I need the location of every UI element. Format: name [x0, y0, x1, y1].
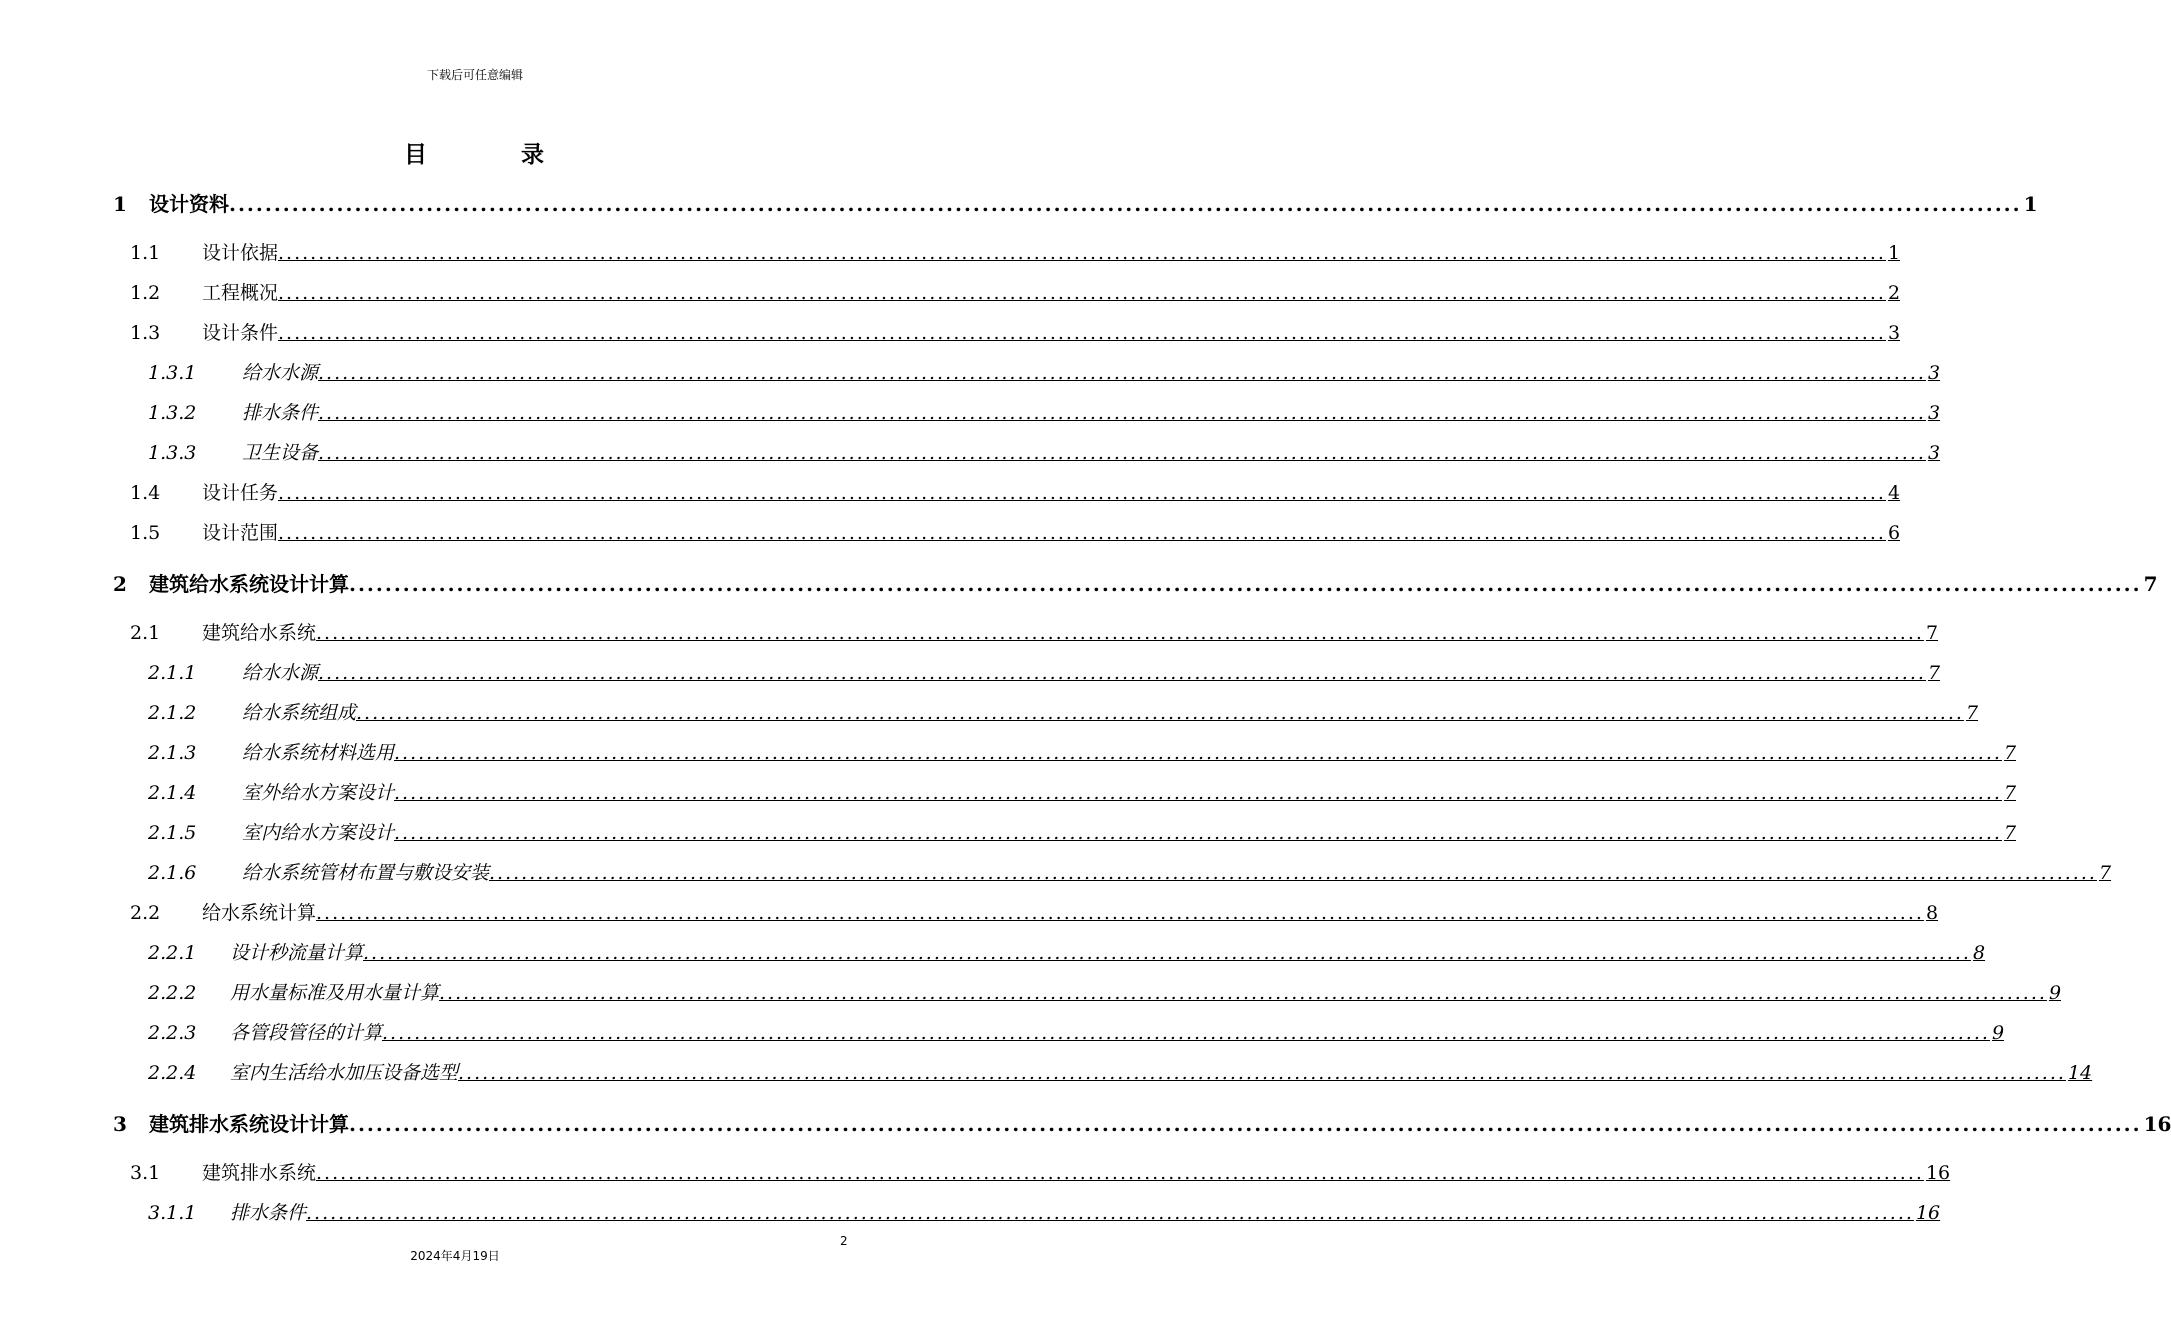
- toc-entry-number: 2: [113, 572, 127, 596]
- toc-entry-number: 1.5: [130, 522, 161, 544]
- toc-entry-label: [148, 658, 318, 685]
- toc-entry-number: 2.1.6: [148, 862, 197, 884]
- toc-entry-number: 2.2: [130, 902, 161, 924]
- toc-entry-1-1[interactable]: [130, 238, 1901, 265]
- toc-entry-text: 给水水源: [242, 662, 319, 684]
- toc-entry-text: 用水量标准及用水量计算: [230, 982, 440, 1004]
- toc-entry-text: 设计资料: [149, 192, 229, 216]
- toc-entry-3-1[interactable]: [130, 1158, 1951, 1185]
- toc-entry-number: 1.3.1: [148, 362, 197, 384]
- toc-entry-page: 4: [1887, 482, 1901, 504]
- toc-entry-number: 1: [113, 192, 127, 216]
- toc-entry-number: 3.1.1: [148, 1202, 197, 1224]
- toc-entry-2-2[interactable]: [130, 898, 1939, 925]
- toc-entry-page: 7: [2003, 782, 2017, 804]
- toc-entry-page: 7: [1965, 702, 1979, 724]
- toc-entry-label: [113, 568, 349, 597]
- toc-entry-label: [148, 978, 439, 1005]
- toc-entry-text: 建筑给水系统设计计算: [149, 572, 349, 596]
- toc-entry-page: 7: [1927, 662, 1941, 684]
- toc-entry-text: 设计任务: [202, 482, 279, 504]
- toc-entry-page: 16: [1915, 1202, 1941, 1224]
- toc-entry-2-2-4[interactable]: [148, 1058, 2093, 1085]
- toc-entry-text: 建筑排水系统: [202, 1162, 317, 1184]
- toc-entry-label: [148, 358, 318, 385]
- toc-entry-text: 给水水源: [242, 362, 319, 384]
- toc-entry-page: 9: [1991, 1022, 2005, 1044]
- toc-entry-label: [148, 1018, 382, 1045]
- toc-entry-leader-dots: ........................................................................................................................................................................................................: [278, 282, 1886, 304]
- toc-entry-leader-dots: ........................................................................................................................................................................................................: [318, 362, 1926, 384]
- toc-entry-page: 8: [1925, 902, 1939, 924]
- toc-entry-number: 1.4: [130, 482, 161, 504]
- toc-entry-page: 14: [2067, 1062, 2093, 1084]
- toc-entry-page: 3: [1927, 362, 1941, 384]
- toc-entry-1-2[interactable]: [130, 278, 1901, 305]
- toc-entry-label: [130, 618, 316, 645]
- toc-entry-leader-dots: ........................................................................................................................................................................................................: [316, 622, 1924, 644]
- toc-entry-label: [148, 938, 363, 965]
- toc-entry-2-1-1[interactable]: [148, 658, 1941, 685]
- toc-entry-2[interactable]: [113, 568, 2158, 597]
- toc-entry-text: 设计秒流量计算: [230, 942, 364, 964]
- toc-entry-label: [130, 238, 278, 265]
- toc-entry-number: 2.1.5: [148, 822, 197, 844]
- toc-entry-label: [148, 858, 489, 885]
- toc-entry-page: 7: [2143, 572, 2158, 596]
- toc-entry-text: 设计范围: [202, 522, 279, 544]
- toc-entry-leader-dots: ........................................................................................................................................................................................................: [349, 1112, 2142, 1136]
- toc-entry-1-4[interactable]: [130, 478, 1901, 505]
- toc-entry-1[interactable]: [113, 188, 2038, 217]
- toc-entry-page: 8: [1972, 942, 1986, 964]
- page-footer-date: 2024年4月19日: [410, 1249, 500, 1263]
- toc-entry-text: 排水条件: [242, 402, 319, 424]
- toc-entry-leader-dots: ........................................................................................................................................................................................................: [316, 1162, 1924, 1184]
- toc-entry-2-1-3[interactable]: [148, 738, 2017, 765]
- toc-entry-page: 3: [1927, 402, 1941, 424]
- toc-entry-label: [148, 778, 394, 805]
- toc-entry-leader-dots: ........................................................................................................................................................................................................: [394, 822, 2002, 844]
- toc-entry-label: [148, 1058, 458, 1085]
- toc-entry-leader-dots: ........................................................................................................................................................................................................: [316, 902, 1924, 924]
- toc-entry-1-3-1[interactable]: [148, 358, 1941, 385]
- toc-entry-text: 工程概况: [202, 282, 279, 304]
- toc-entry-leader-dots: ........................................................................................................................................................................................................: [278, 522, 1886, 544]
- toc-entry-2-1-5[interactable]: [148, 818, 2017, 845]
- toc-entry-number: 2.1.4: [148, 782, 197, 804]
- toc-entry-number: 2.1.1: [148, 662, 197, 684]
- toc-entry-number: 2.2.4: [148, 1062, 197, 1084]
- toc-title-char-2: 录: [521, 141, 546, 168]
- toc-entry-1-3[interactable]: [130, 318, 1901, 345]
- toc-entry-number: 3.1: [130, 1162, 161, 1184]
- toc-entry-1-3-3[interactable]: [148, 438, 1941, 465]
- toc-entry-text: 设计条件: [202, 322, 279, 344]
- toc-entry-leader-dots: ........................................................................................................................................................................................................: [278, 482, 1886, 504]
- toc-entry-leader-dots: ........................................................................................................................................................................................................: [356, 702, 1964, 724]
- toc-entry-1-5[interactable]: [130, 518, 1901, 545]
- toc-entry-leader-dots: ........................................................................................................................................................................................................: [229, 192, 2022, 216]
- toc-entry-text: 室内给水方案设计: [242, 822, 395, 844]
- page-number: 2: [840, 1234, 848, 1248]
- toc-entry-label: [148, 738, 394, 765]
- toc-entry-label: [130, 478, 278, 505]
- toc-entry-text: 卫生设备: [242, 442, 319, 464]
- toc-entry-number: 1.1: [130, 242, 161, 264]
- toc-entry-text: 室内生活给水加压设备选型: [230, 1062, 459, 1084]
- toc-entry-2-2-2[interactable]: [148, 978, 2062, 1005]
- toc-entry-page: 6: [1887, 522, 1901, 544]
- toc-entry-label: [130, 318, 278, 345]
- toc-entry-text: 给水系统计算: [202, 902, 317, 924]
- toc-entry-1-3-2[interactable]: [148, 398, 1941, 425]
- toc-entry-leader-dots: ........................................................................................................................................................................................................: [318, 402, 1926, 424]
- toc-entry-number: 3: [113, 1112, 127, 1136]
- toc-entry-text: 建筑给水系统: [202, 622, 317, 644]
- toc-entry-text: 排水条件: [230, 1202, 307, 1224]
- toc-entry-page: 16: [2143, 1112, 2171, 1136]
- toc-entry-label: [148, 698, 356, 725]
- toc-entry-leader-dots: ........................................................................................................................................................................................................: [458, 1062, 2066, 1084]
- toc-entry-text: 给水系统材料选用: [242, 742, 395, 764]
- toc-entry-2-2-3[interactable]: [148, 1018, 2005, 1045]
- toc-entry-leader-dots: ........................................................................................................................................................................................................: [278, 322, 1886, 344]
- toc-entry-page: 2: [1887, 282, 1901, 304]
- toc-entry-leader-dots: ........................................................................................................................................................................................................: [439, 982, 2047, 1004]
- toc-entry-leader-dots: ........................................................................................................................................................................................................: [489, 862, 2097, 884]
- toc-entry-leader-dots: ........................................................................................................................................................................................................: [278, 242, 1886, 264]
- toc-entry-leader-dots: ........................................................................................................................................................................................................: [394, 782, 2002, 804]
- toc-entry-text: 各管段管径的计算: [230, 1022, 383, 1044]
- toc-entry-2-1-2[interactable]: [148, 698, 1979, 725]
- toc-entry-page: 3: [1927, 442, 1941, 464]
- toc-entry-2-2-1[interactable]: [148, 938, 1986, 965]
- toc-entry-text: 室外给水方案设计: [242, 782, 395, 804]
- toc-entry-number: 2.2.2: [148, 982, 197, 1004]
- toc-entry-label: [113, 188, 229, 217]
- toc-entry-number: 1.3.3: [148, 442, 197, 464]
- toc-entry-2-1-6[interactable]: [148, 858, 2112, 885]
- toc-entry-number: 2.1: [130, 622, 161, 644]
- toc-entry-label: [148, 398, 318, 425]
- toc-entry-number: 1.2: [130, 282, 161, 304]
- toc-entry-page: 16: [1925, 1162, 1951, 1184]
- toc-entry-text: 给水系统组成: [242, 702, 357, 724]
- toc-entry-page: 1: [1887, 242, 1901, 264]
- toc-entry-number: 2.2.1: [148, 942, 197, 964]
- toc-entry-page: 1: [2023, 192, 2038, 216]
- toc-entry-leader-dots: ........................................................................................................................................................................................................: [363, 942, 1971, 964]
- toc-entry-number: 1.3.2: [148, 402, 197, 424]
- toc-entry-label: [148, 1198, 306, 1225]
- toc-title-char-1: 目: [404, 141, 429, 168]
- toc-entry-leader-dots: ........................................................................................................................................................................................................: [318, 442, 1926, 464]
- toc-entry-text: 设计依据: [202, 242, 279, 264]
- toc-entry-label: [130, 898, 316, 925]
- toc-entry-label: [130, 1158, 316, 1185]
- toc-entry-leader-dots: ........................................................................................................................................................................................................: [306, 1202, 1914, 1224]
- toc-entry-label: [130, 278, 278, 305]
- toc-entry-number: 1.3: [130, 322, 161, 344]
- toc-entry-leader-dots: ........................................................................................................................................................................................................: [382, 1022, 1990, 1044]
- toc-entry-page: 9: [2048, 982, 2062, 1004]
- toc-entry-number: 2.2.3: [148, 1022, 197, 1044]
- toc-entry-3-1-1[interactable]: [148, 1198, 1941, 1225]
- toc-entry-label: [148, 818, 394, 845]
- toc-entry-2-1-4[interactable]: [148, 778, 2017, 805]
- toc-entry-number: 2.1.2: [148, 702, 197, 724]
- toc-entry-page: 7: [2003, 822, 2017, 844]
- toc-entry-page: 3: [1887, 322, 1901, 344]
- toc-entry-text: 给水系统管材布置与敷设安装: [242, 862, 490, 884]
- toc-entry-page: 7: [2003, 742, 2017, 764]
- toc-entry-label: [130, 518, 278, 545]
- toc-entry-2-1[interactable]: [130, 618, 1939, 645]
- page-header: 下载后可任意编辑: [426, 68, 523, 82]
- toc-entry-leader-dots: ........................................................................................................................................................................................................: [394, 742, 2002, 764]
- toc-title: [0, 136, 950, 169]
- toc-entry-leader-dots: ........................................................................................................................................................................................................: [318, 662, 1926, 684]
- toc-entry-label: [148, 438, 318, 465]
- toc-entry-text: 建筑排水系统设计计算: [149, 1112, 349, 1136]
- toc-entry-3[interactable]: [113, 1108, 2171, 1137]
- toc-entry-page: 7: [1925, 622, 1939, 644]
- toc-entry-page: 7: [2098, 862, 2112, 884]
- toc-entry-number: 2.1.3: [148, 742, 197, 764]
- toc-entry-label: [113, 1108, 349, 1137]
- toc-entry-leader-dots: ........................................................................................................................................................................................................: [349, 572, 2142, 596]
